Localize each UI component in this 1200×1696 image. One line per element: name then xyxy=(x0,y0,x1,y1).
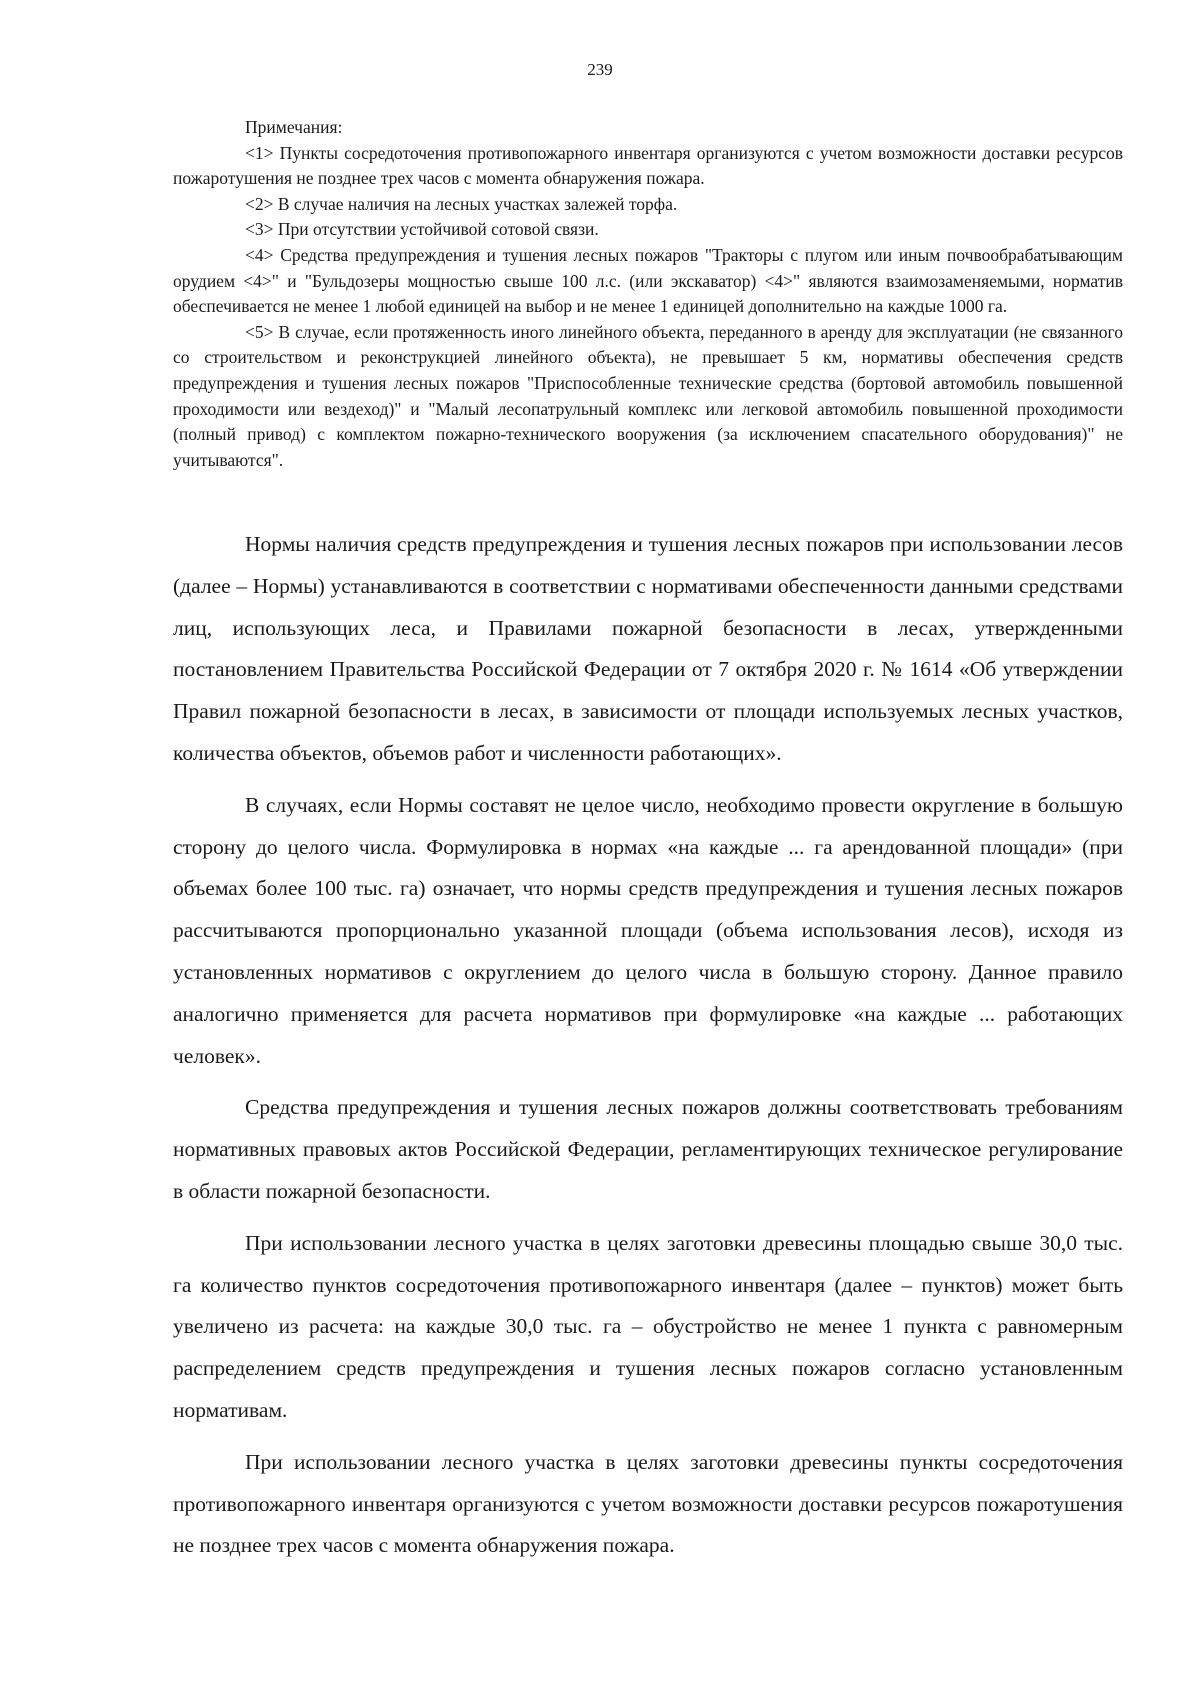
note-item-2: <2> В случае наличия на лесных участках залежей торфа. xyxy=(245,193,678,214)
notes-section xyxy=(173,115,1123,473)
note-item-3: <3> При отсутствии устойчивой сотовой связи. xyxy=(245,219,599,240)
paragraph-norms: Нормы наличия средств предупреждения и тушения лесных пожаров при использовании лесов (далее – Нормы) устанавливаются в соответствии с нормативами обеспеченности данными средствами лиц, использующих леса, и Правилами пожарной безопасности в лесах, утвержденными постановлением Правительства Российской Федерации от 7 октября 2020 г. № 1614 «Об утверждении Правил пожарной безопасности в лесах, в зависимости от площади используемых лесных участков, количества объектов, объемов работ и численности работающих». xyxy=(173,532,1123,765)
note-item-1: <1> Пункты сосредоточения противопожарного инвентаря организуются с учетом возможности доставки ресурсов пожаротушения не позднее трех часов с момента обнаружения пожара. xyxy=(173,142,1123,189)
notes-title: Примечания: xyxy=(245,117,343,137)
paragraph-points-count: При использовании лесного участка в целях заготовки древесины площадью свыше 30,0 тыс. га количество пунктов сосредоточения противопожарного инвентаря (далее – пунктов) может быть увеличено из расчета: на каждые 30,0 тыс. га – обустройство не менее 1 пункта с равномерным распределением средств предупреждения и тушения лесных пожаров согласно установленным нормативам. xyxy=(173,1230,1123,1422)
main-text xyxy=(173,524,1123,1567)
note-item-5: <5> В случае, если протяженность иного линейного объекта, переданного в аренду для эксплуатации (не связанного со строительством и реконструкцией линейного объекта), не превышает 5 км, нормативы обеспечения средств предупреждения и тушения лесных пожаров "Приспособленные технические средства (бортовой автомобиль повышенной проходимости или вездеход)" и "Малый лесопатрульный комплекс или легковой автомобиль повышенной проходимости (полный привод) с комплектом пожарно-технического вооружения (за исключением спасательного оборудования)" не учитываются". xyxy=(173,321,1123,470)
page-number: 239 xyxy=(587,60,613,79)
paragraph-rounding: В случаях, если Нормы составят не целое число, необходимо провести округление в большую сторону до целого числа. Формулировка в нормах «на каждые ... га арендованной площади» (при объемах более 100 тыс. га) означает, что нормы средств предупреждения и тушения лесных пожаров рассчитываются пропорционально указанной площади (объема использования лесов), исходя из установленных нормативов с округлением до целого числа в большую сторону. Данное правило аналогично применяется для расчета нормативов при формулировке «на каждые ... работающих человек». xyxy=(173,792,1123,1068)
paragraph-points-delivery: При использовании лесного участка в целях заготовки древесины пункты сосредоточения противопожарного инвентаря организуются с учетом возможности доставки ресурсов пожаротушения не позднее трех часов с момента обнаружения пожара. xyxy=(173,1449,1123,1558)
paragraph-requirements: Средства предупреждения и тушения лесных пожаров должны соответствовать требованиям нормативных правовых актов Российской Федерации, регламентирующих техническое регулирование в области пожарной безопасности. xyxy=(173,1095,1123,1203)
note-item-4: <4> Средства предупреждения и тушения лесных пожаров "Тракторы с плугом или иным почвообрабатывающим орудием <4>" и "Бульдозеры мощностью свыше 100 л.с. (или экскаватор) <4>" являются взаимозаменяемыми, норматив обеспечивается не менее 1 любой единицей на выбор и не менее 1 единицей дополнительно на каждые 1000 га. xyxy=(173,244,1123,317)
